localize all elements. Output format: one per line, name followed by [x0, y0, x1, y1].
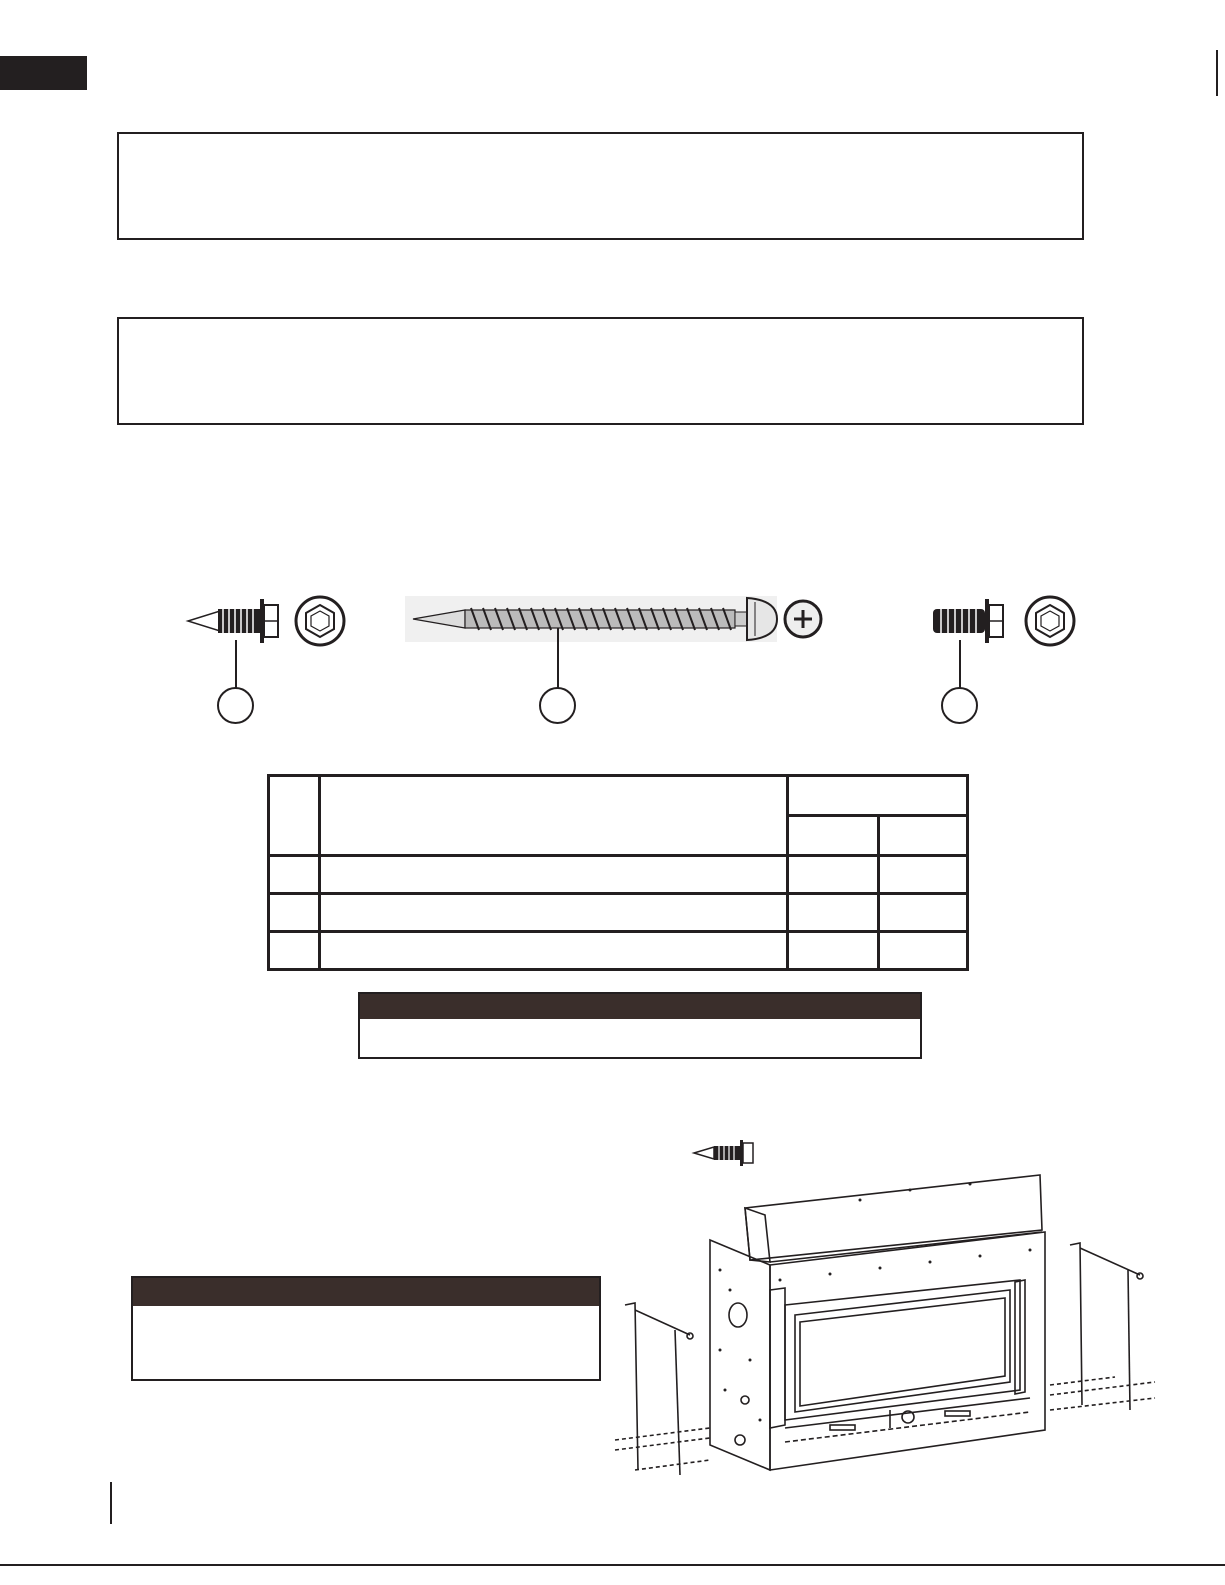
- row-item: [269, 894, 320, 932]
- row-description: [320, 856, 788, 894]
- section-tab: [0, 56, 87, 90]
- table-row: [269, 932, 968, 970]
- footer-rule: [110, 1482, 112, 1524]
- callout-2: [539, 687, 576, 724]
- header-qty-b: [879, 816, 968, 856]
- header-quantity: [788, 776, 968, 816]
- hex-head-screw-icon: [690, 1135, 770, 1171]
- row-item: [269, 856, 320, 894]
- note-box-top: [358, 992, 922, 1059]
- note-bottom-body: [133, 1306, 599, 1326]
- hex-head-screw-icon: [180, 585, 365, 655]
- leader-line-3: [959, 640, 961, 688]
- header-qty-a: [788, 816, 879, 856]
- info-box-1: [117, 132, 1084, 240]
- note-top-body: [360, 1019, 920, 1039]
- row-item: [269, 932, 320, 970]
- row-qty-a: [788, 856, 879, 894]
- note-box-bottom: [131, 1276, 601, 1381]
- header-description: [320, 776, 788, 856]
- row-description: [320, 894, 788, 932]
- bottom-rule: [0, 1564, 1225, 1566]
- table-row: [269, 894, 968, 932]
- parts-table: [267, 774, 969, 971]
- leader-line-1: [235, 640, 237, 688]
- row-qty-b: [879, 932, 968, 970]
- long-phillips-screw-icon: [405, 588, 835, 650]
- note-bottom-header: [133, 1278, 599, 1306]
- row-description: [320, 932, 788, 970]
- hex-head-bolt-icon: [925, 585, 1085, 655]
- row-qty-a: [788, 932, 879, 970]
- row-qty-a: [788, 894, 879, 932]
- callout-1: [217, 687, 254, 724]
- row-qty-b: [879, 856, 968, 894]
- leader-line-2: [557, 628, 559, 688]
- fireplace-insert-illustration: [610, 1170, 1170, 1480]
- info-box-2: [117, 317, 1084, 425]
- callout-3: [941, 687, 978, 724]
- margin-tick: [1216, 50, 1218, 96]
- header-item: [269, 776, 320, 856]
- row-qty-b: [879, 894, 968, 932]
- note-top-header: [360, 994, 920, 1019]
- table-row: [269, 856, 968, 894]
